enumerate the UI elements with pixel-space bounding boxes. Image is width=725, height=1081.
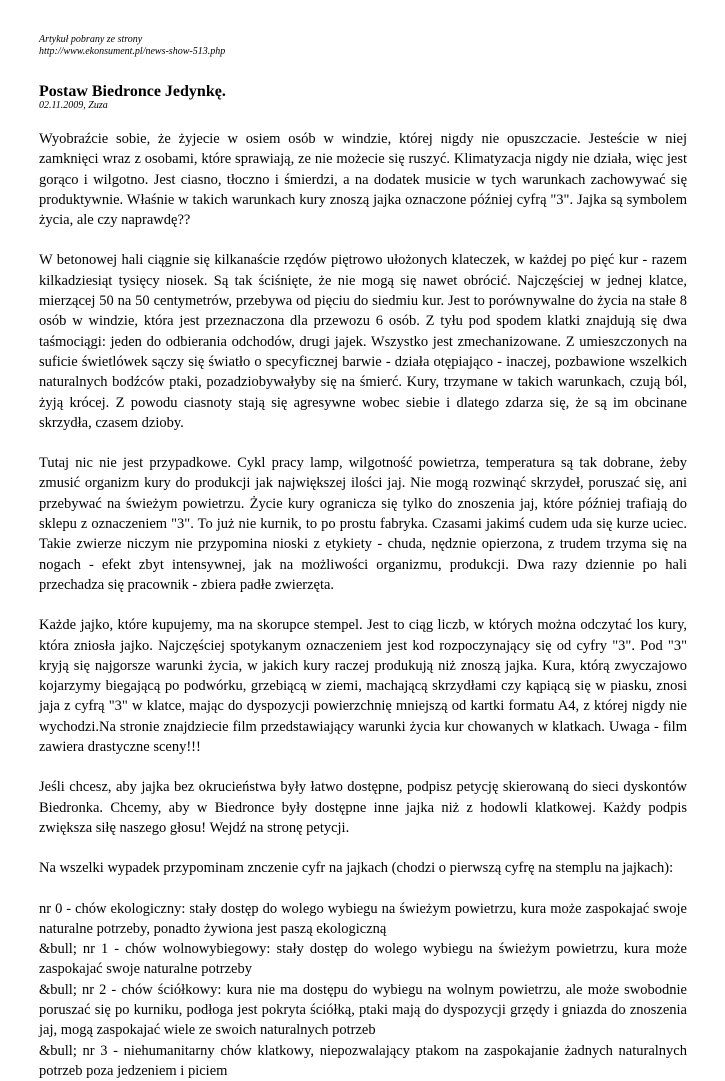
paragraph: Tutaj nic nie jest przypadkowe. Cykl pracy lamp, wilgotność powietrza, temperatura są tak dobrane, żeby zmusić organizm kury do produkcji jak największej ilości jaj. Nie mogą rozwinąć skrzydeł, poruszać się, ani przebywać na świeżym powietrzu. Życie kury ogranicza się tylko do znoszenia jaj, które później trafiają do sklepu z oznaczeniem "3". To już nie kurnik, to po prostu fabryka. Czasami jakimś cudem uda się kurze uciec. Takie zwierze niczym nie przypomina nioski z etykiety - chuda, nędznie opierzona, z trudem trzyma się na nogach - efekt zbyt intensywnej, jak na możliwości organizmu, produkcji. Dwa razy dziennie po hali przechadza się pracownik - zbiera padłe zwierzęta. bbox=[39, 453, 687, 595]
list-item: &bull; nr 1 - chów wolnowybiegowy: stały dostęp do wolego wybiegu na świeżym powietrzu, kura może zaspokajać swoje naturalne potrzeby bbox=[39, 939, 687, 980]
article-title: Postaw Biedronce Jedynkę. bbox=[39, 83, 226, 101]
paragraph: Jeśli chcesz, aby jajka bez okrucieństwa były łatwo dostępne, podpisz petycję skierowaną do sieci dyskontów Biedronka. Chcemy, aby w Biedronce były dostępne inne jajka niż z hodowli klatkowej. Każdy podpis zwiększa siłę naszego głosu! Wejdź na stronę petycji. bbox=[39, 777, 687, 838]
paragraph: Wyobraźcie sobie, że żyjecie w osiem osób w windzie, której nigdy nie opuszczacie. Jesteście w niej zamknięci wraz z osobami, które sprawiają, ze nie możecie się ruszyć. Klimatyzacja nigdy nie działa, więc jest gorąco i wilgotno. Jest ciasno, tłoczno i śmierdzi, a na dodatek musicie w tych warunkach zachowywać się produktywnie. Właśnie w takich warunkach kury znoszą jajka oznaczone później cyfrą "3". Jajka są symbolem życia, ale czy naprawdę?? bbox=[39, 129, 687, 230]
egg-code-list bbox=[39, 899, 687, 1081]
list-item: &bull; nr 2 - chów ściółkowy: kura nie ma dostępu do wybiegu na wolnym powietrzu, ale może swobodnie poruszać się po kurniku, podłoga jest pokryta ściółką, ptaki mają do dyspozycji grzędy i gniazda do znoszenia jaj, mogą zaspokajać wiele ze swoich naturalnych potrzeb bbox=[39, 980, 687, 1041]
list-item: nr 0 - chów ekologiczny: stały dostęp do wolego wybiegu na świeżym powietrzu, kura może zaspokajać swoje naturalne potrzeby, ponadto żywiona jest paszą ekologiczną bbox=[39, 899, 687, 940]
paragraph: W betonowej hali ciągnie się kilkanaście rzędów piętrowo ułożonych klateczek, w każdej po pięć kur - razem kilkadziesiąt tysięcy niosek. Są tak ściśnięte, że nie mogą się nawet obrócić. Najczęściej w jednej klatce, mierzącej 50 na 50 centymetrów, przebywa od pięciu do siedmiu kur. Jest to porównywalne do życia na stałe 8 osób w windzie, która jest przeznaczona dla przewozu 6 osób. Z tyłu pod spodem klatki znajdują się dwa taśmociągi: jeden do odbierania odchodów, drugi jajek. Wszystko jest zmechanizowane. Z umieszczonych na suficie świetlówek sączy się światło o specyficznej barwie - działa otępiająco - inaczej, pozbawione wszelkich naturalnych bodźców ptaki, pozadziobywałyby się na śmierć. Kury, trzymane w takich warunkach, czują ból, żyją krócej. Z powodu ciasnoty stają się agresywne wobec siebie i dlatego zdarza się, że są im obcinane skrzydła, czasem dzioby. bbox=[39, 250, 687, 433]
source-label: Artykuł pobrany ze strony bbox=[39, 34, 225, 46]
list-item: &bull; nr 3 - niehumanitarny chów klatkowy, niepozwalający ptakom na zaspokajanie żadnych naturalnych potrzeb poza jedzeniem i piciem bbox=[39, 1041, 687, 1081]
source-note bbox=[39, 34, 225, 58]
article-byline: 02.11.2009, Zuza bbox=[39, 100, 108, 112]
paragraph: Każde jajko, które kupujemy, ma na skorupce stempel. Jest to ciąg liczb, w których można odczytać los kury, która zniosła jajko. Najczęściej spotykanym oznaczeniem jest kod rozpoczynający się od cyfry "3". Pod "3" kryją się najgorsze warunki życia, w jakich kury raczej produkują niż znoszą jajka. Kura, którą zwyczajowo kojarzymy biegającą po podwórku, grzebiącą w ziemi, machającą skrzydłami czy kąpiącą się w piasku, znosi jaja z cyfrą "3" w klatce, mając do dyspozycji powierzchnię mniejszą od kartki formatu A4, z której nigdy nie wychodzi.Na stronie znajdziecie film przedstawiający warunki życia kur chowanych w klatkach. Uwaga - film zawiera drastyczne sceny!!! bbox=[39, 615, 687, 757]
source-url: http://www.ekonsument.pl/news-show-513.php bbox=[39, 46, 225, 58]
paragraph: Na wszelki wypadek przypominam znczenie cyfr na jajkach (chodzi o pierwszą cyfrę na stemplu na jajkach): bbox=[39, 858, 687, 878]
article-body bbox=[39, 129, 687, 1081]
